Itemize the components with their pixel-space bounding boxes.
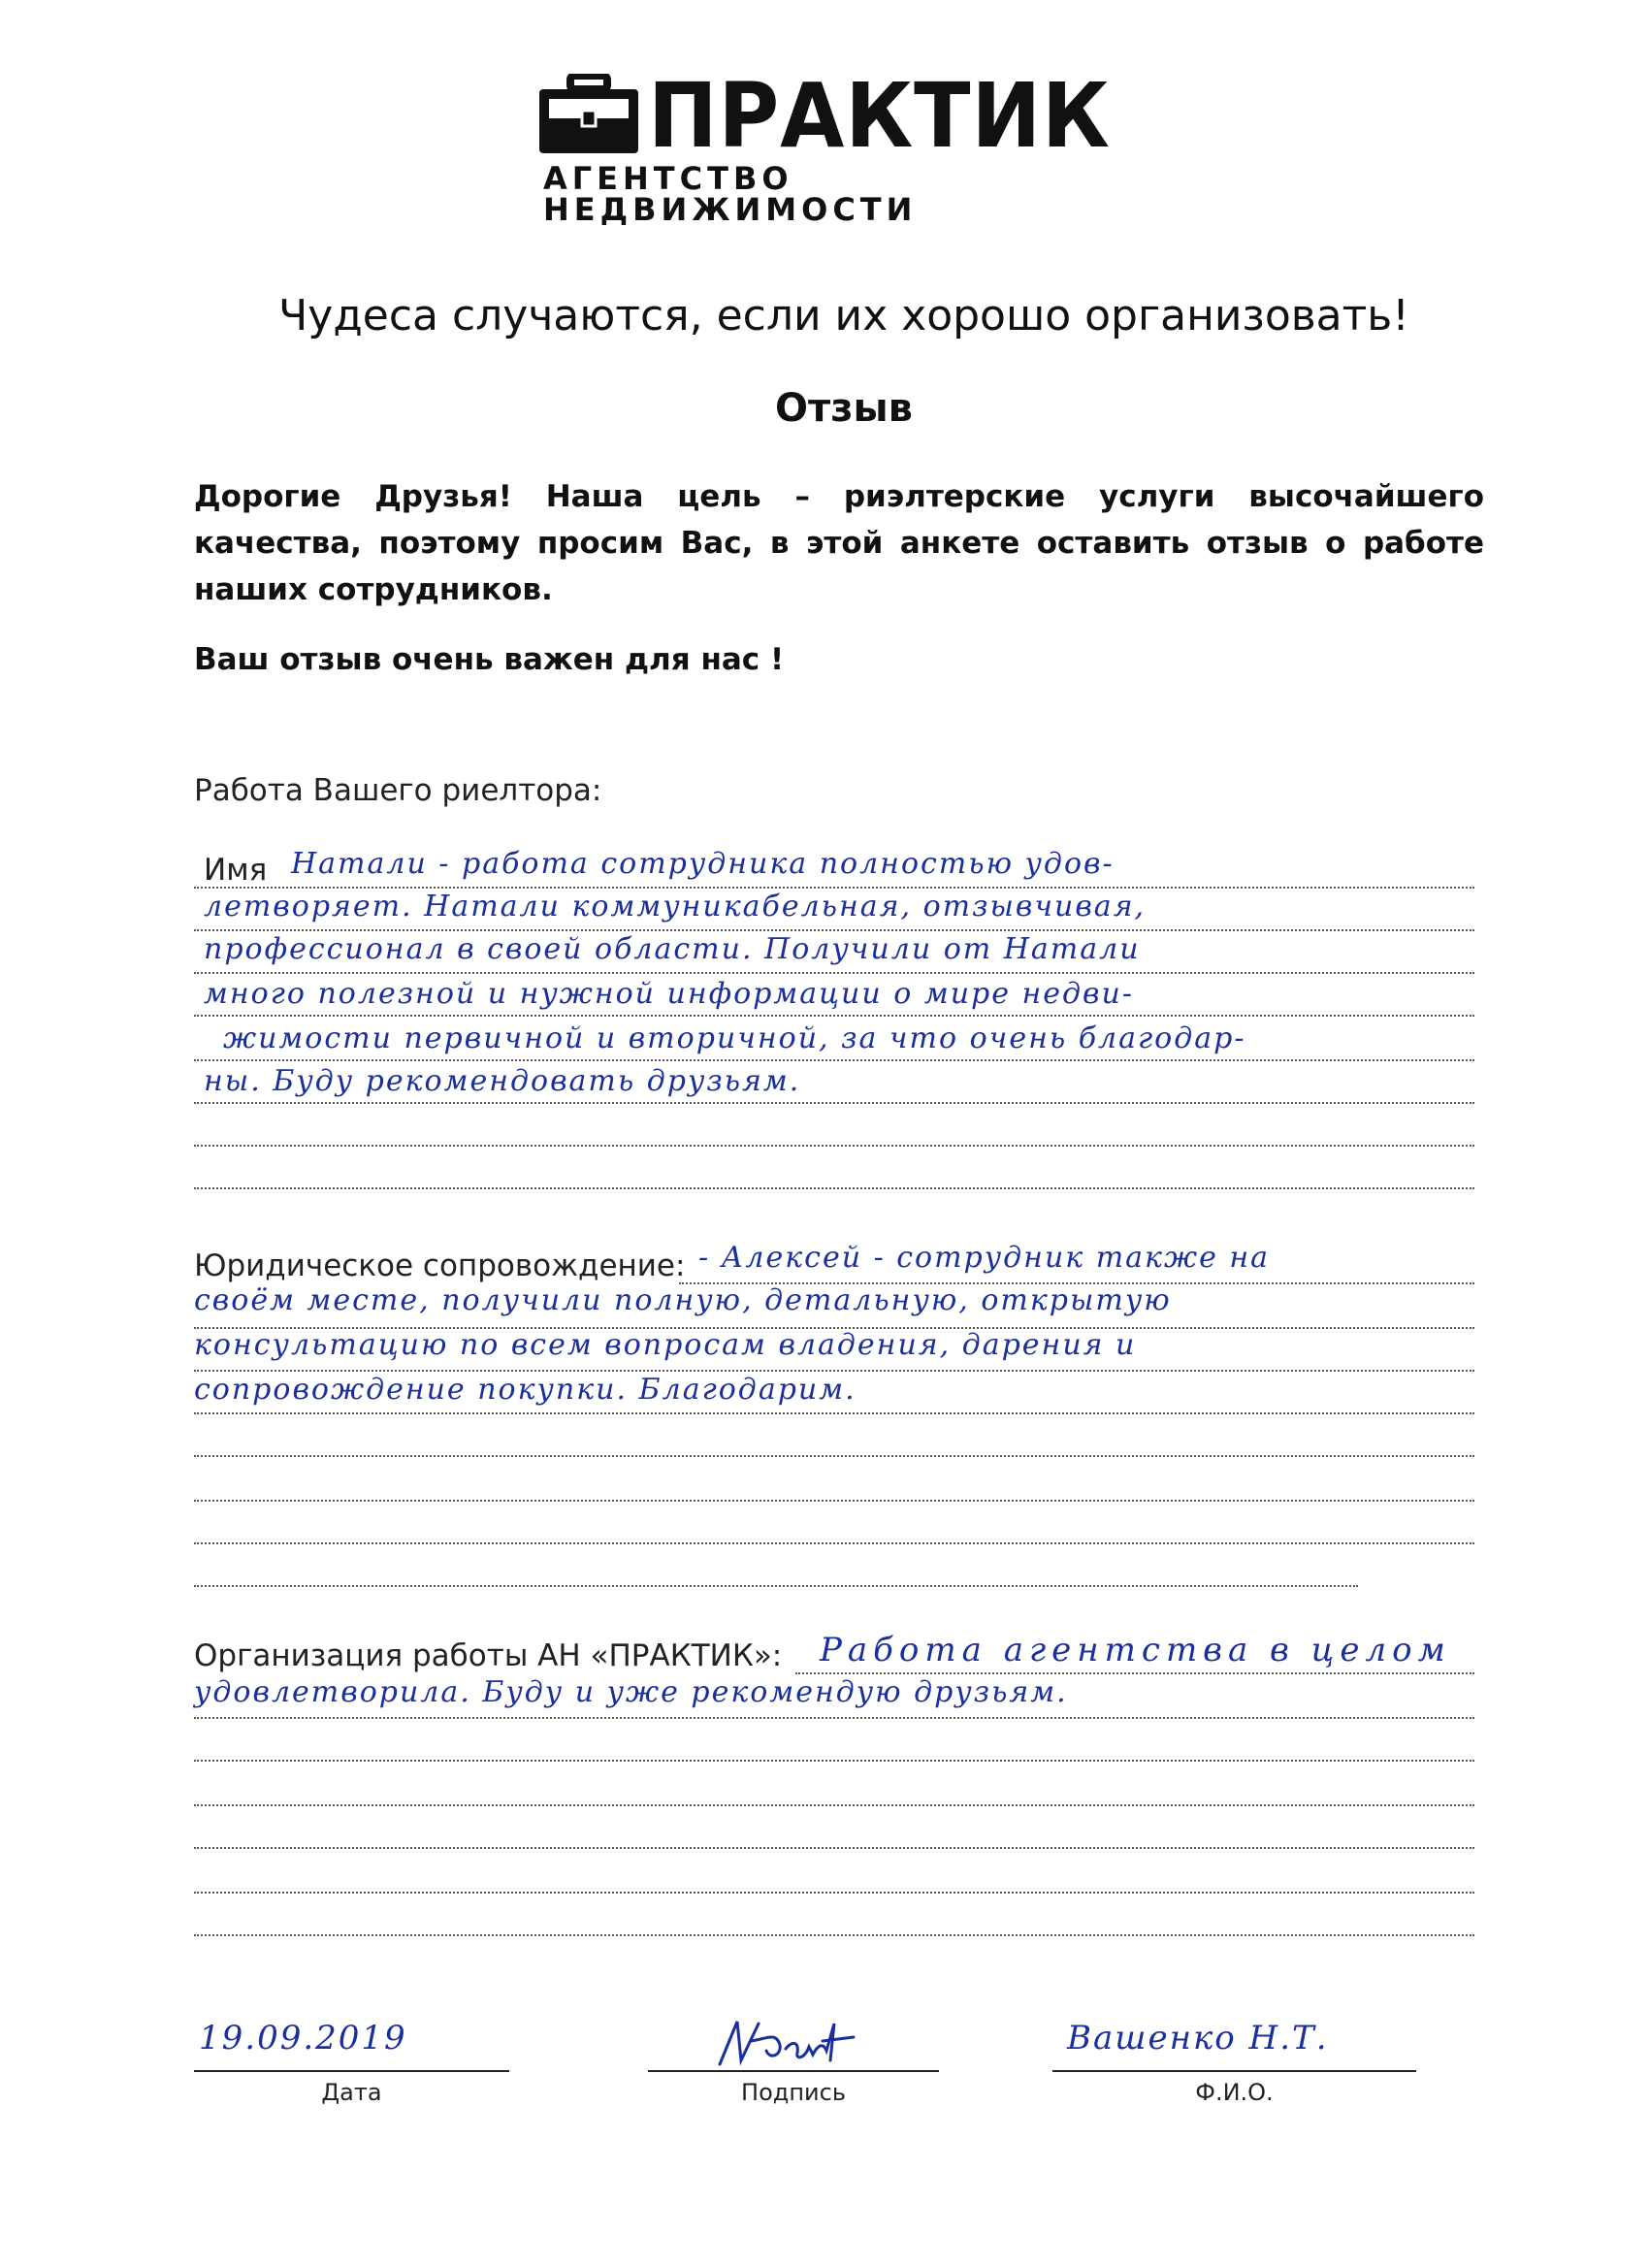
organization-review-line: Работа агентства в целом <box>820 1631 1451 1669</box>
logo-subtitle: АГЕНТСТВО НЕДВИЖИМОСТИ <box>543 160 918 228</box>
date-value: 19.09.2019 <box>199 2019 407 2057</box>
realtor-review-line: Натали - работа сотрудника полностью удов- <box>291 847 1115 881</box>
organization-review-line: удовлетворила. Буду и уже рекомендую друзьям. <box>194 1675 1068 1709</box>
legal-review-line: сопровождение покупки. Благодарим. <box>194 1373 857 1407</box>
name-label: Имя <box>204 853 268 888</box>
fio-label: Ф.И.О. <box>1195 2079 1274 2106</box>
date-label: Дата <box>321 2079 382 2106</box>
briefcase-icon <box>535 74 642 157</box>
realtor-review-line: жимости первичной и вторичной, за что очень благодар- <box>223 1021 1246 1055</box>
important-note: Ваш отзыв очень важен для нас ! <box>194 642 785 677</box>
fio-value: Вашенко Н.Т. <box>1067 2019 1329 2057</box>
logo <box>532 64 1152 228</box>
legal-review-line: консультацию по всем вопросам владения, дарения и <box>194 1328 1137 1362</box>
signature-label: Подпись <box>741 2079 846 2106</box>
logo-name: ПРАКТИК <box>648 64 1111 168</box>
realtor-heading: Работа Вашего риелтора: <box>194 773 602 808</box>
legal-review-line: своём месте, получили полную, детальную, открытую <box>194 1283 1172 1317</box>
signature <box>708 2012 863 2072</box>
realtor-review-line: летворяет. Натали коммуникабельная, отзывчивая, <box>204 890 1147 923</box>
legal-review-line: - Алексей - сотрудник также на <box>698 1241 1270 1275</box>
organization-label: Организация работы АН «ПРАКТИК»: <box>194 1638 783 1673</box>
headline: Чудеса случаются, если их хорошо организовать! <box>278 291 1409 340</box>
form-title: Отзыв <box>775 386 913 431</box>
realtor-review-line: профессионал в своей области. Получили от Натали <box>204 932 1141 966</box>
realtor-review-line: ны. Буду рекомендовать друзьям. <box>204 1064 801 1098</box>
realtor-review-line: много полезной и нужной информации о мире недви- <box>204 977 1134 1011</box>
legal-label: Юридическое сопровождение: <box>194 1248 686 1283</box>
intro-text: Дорогие Друзья! Наша цель – риэлтерские услуги высочайшего качества, поэтому просим Вас, в этой анкете оставить отзыв о работе наших сотрудников. <box>194 479 1484 607</box>
